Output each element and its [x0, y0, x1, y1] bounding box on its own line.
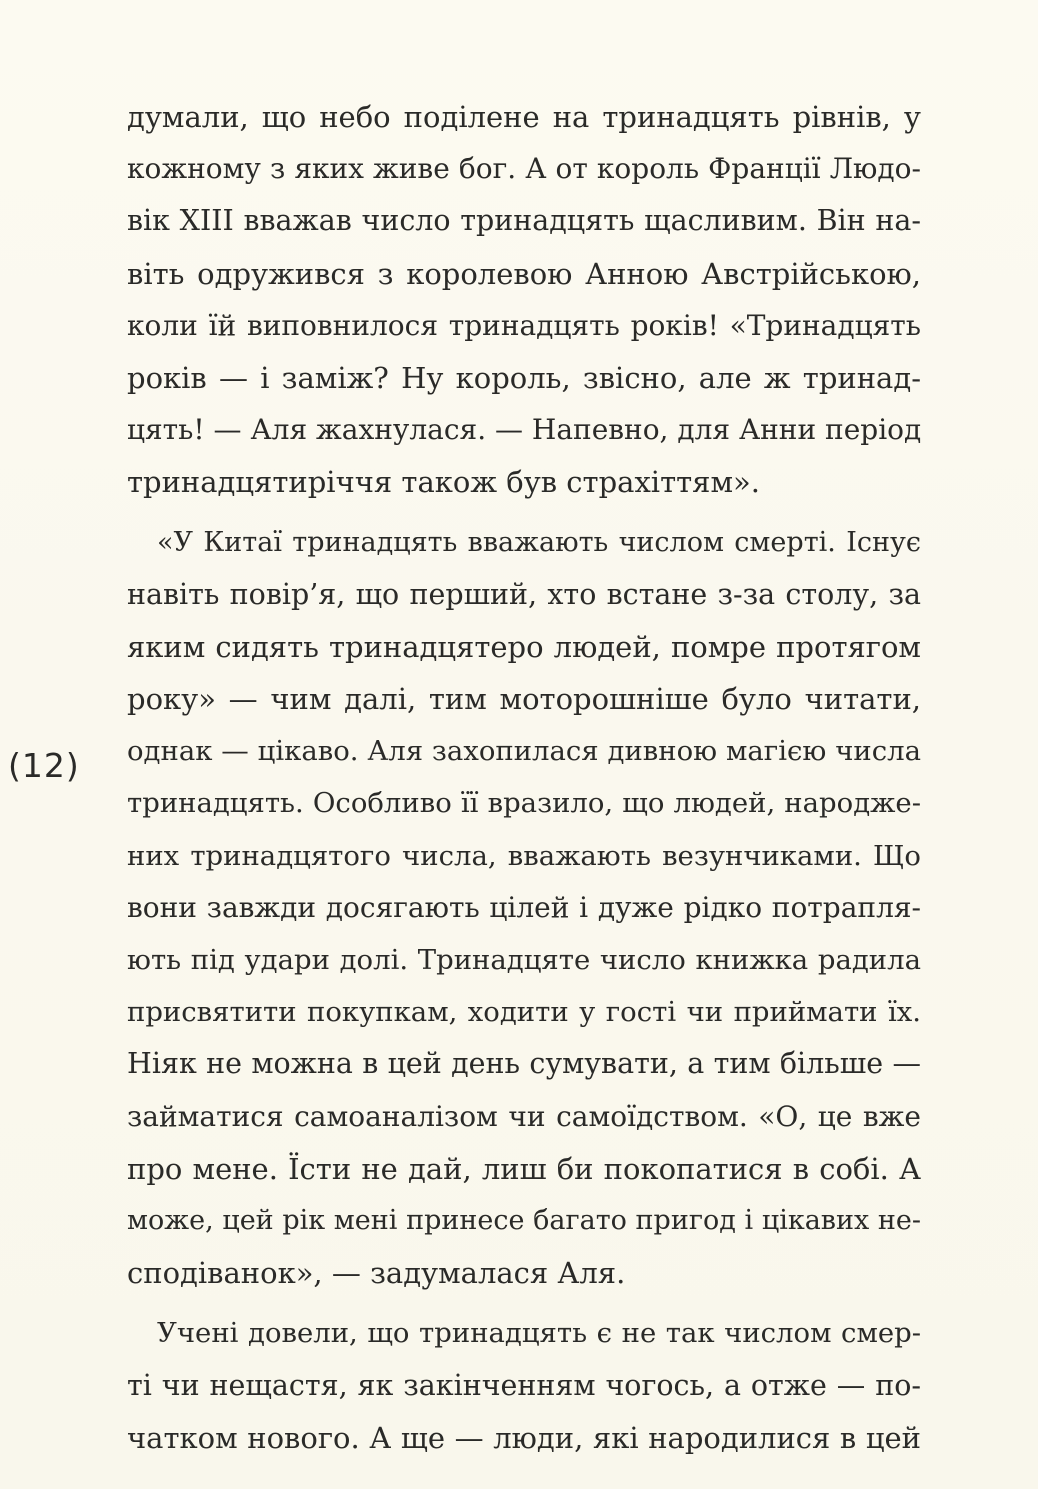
text-line: навіть повір’я, що перший, хто встане з-за столу, за: [127, 577, 921, 611]
text-line: тринадцять. Особливо її вразило, що людей, народже-: [127, 787, 921, 820]
page-number: (12): [8, 746, 80, 785]
text-line: думали, що небо поділене на тринадцять рівнів, у: [127, 100, 921, 134]
paragraph: [127, 1307, 921, 1464]
text-line: року» — чим далі, тим моторошніше було читати,: [127, 682, 921, 717]
text-line: тринадцятиріччя також був страхіттям».: [127, 465, 760, 500]
paragraph: [127, 517, 921, 1300]
text-line: кожному з яких живе бог. А от король Франції Людо-: [127, 152, 921, 186]
text-line: ють під удари долі. Тринадцяте число книжка радила: [127, 944, 921, 976]
text-line: присвятити покупкам, ходити у гості чи приймати їх.: [127, 996, 921, 1029]
text-line: може, цей рік мені принесе багато пригод і цікавих не-: [127, 1204, 921, 1236]
text-line: цять! — Аля жахнулася. — Напевно, для Анни період: [127, 413, 922, 447]
text-line: чатком нового. А ще — люди, які народилися в цей: [127, 1420, 921, 1455]
text-line: займатися самоаналізом чи самоїдством. «О, це вже: [127, 1099, 921, 1133]
text-line: вони завжди досягають цілей і дуже рідко потрапля-: [127, 890, 921, 924]
text-line: віть одружився з королевою Анною Австрійською,: [127, 256, 921, 291]
text-line: ті чи нещастя, як закінченням чогось, а отже — по-: [127, 1368, 921, 1402]
body-text: [127, 91, 921, 1464]
paragraph-gap: [127, 1299, 921, 1307]
text-line: вік XIII вважав число тринадцять щасливим. Він на-: [127, 204, 921, 238]
text-line: сподіванок», — задумалася Аля.: [127, 1256, 626, 1291]
paragraph: [127, 91, 921, 509]
text-line: яким сидять тринадцятеро людей, помре протягом: [127, 629, 921, 664]
text-line: однак — цікаво. Аля захопилася дивною магією числа: [127, 735, 921, 768]
text-line: років — і заміж? Ну король, звісно, але ж тринад-: [127, 360, 921, 395]
text-line: них тринадцятого числа, вважають везунчиками. Що: [127, 839, 921, 872]
paragraph-gap: [127, 509, 921, 517]
text-line: коли їй виповнилося тринадцять років! «Тринадцять: [127, 308, 921, 342]
text-line: Учені довели, що тринадцять є не так числом смер-: [157, 1317, 921, 1350]
text-line: Ніяк не можна в цей день сумувати, а тим більше —: [127, 1047, 921, 1081]
text-line: про мене. Їсти не дай, лиш би покопатися в собі. А: [127, 1151, 921, 1186]
text-line: «У Китаї тринадцять вважають числом смерті. Існує: [157, 526, 921, 558]
